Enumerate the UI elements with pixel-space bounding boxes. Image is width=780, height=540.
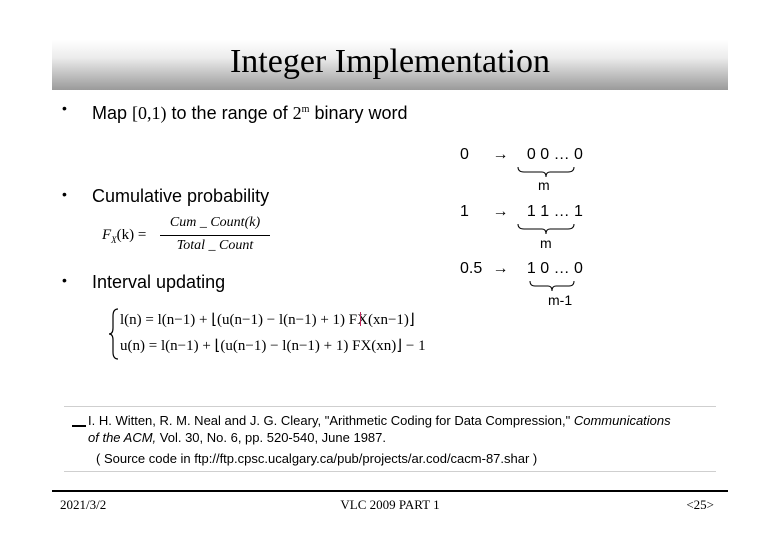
arrow-icon: → bbox=[492, 146, 509, 163]
mapping-count-label: m bbox=[538, 177, 550, 193]
upper-bound-formula: u(n) = l(n−1) + ⌊(u(n−1) − l(n−1) + 1) FX(xn)⌋ − 1 bbox=[120, 338, 426, 354]
bullet-map-mid: to the range of bbox=[171, 103, 288, 123]
footer-rule bbox=[52, 490, 728, 492]
left-brace-icon bbox=[108, 308, 120, 360]
arrow-icon: → bbox=[492, 260, 509, 277]
formula-lhs-sub: X bbox=[111, 235, 117, 245]
bullet-cumulative-probability: Cumulative probability bbox=[92, 186, 270, 206]
upper-bound-equation bbox=[120, 336, 426, 355]
reference-journal-part1: Communications bbox=[573, 413, 671, 428]
arrow-icon: → bbox=[492, 203, 509, 220]
reference-line-1 bbox=[88, 413, 671, 428]
reference-dash bbox=[72, 425, 86, 427]
bullet-map-interval: [0,1) bbox=[132, 103, 167, 123]
bullet-interval-updating: Interval updating bbox=[92, 272, 226, 292]
highlight-mark bbox=[354, 312, 361, 326]
formula-numerator: Cum _ Count(k) bbox=[169, 215, 261, 230]
mapping-row-zero bbox=[460, 146, 583, 164]
mapping-count-label: m bbox=[540, 235, 552, 251]
formula-denominator: Total _ Count bbox=[176, 238, 254, 253]
mapping-from: 1 bbox=[460, 203, 469, 220]
bullet-marker: • bbox=[62, 100, 67, 116]
bullet-marker: • bbox=[62, 186, 67, 202]
formula-lhs bbox=[102, 227, 146, 245]
mapping-to: 1 1 … 1 bbox=[526, 203, 583, 220]
bullet-map-range bbox=[92, 99, 408, 124]
mapping-from: 0 bbox=[460, 146, 469, 163]
formula-lhs-arg: (k) = bbox=[116, 227, 147, 243]
footer-course: VLC 2009 PART 1 bbox=[340, 497, 440, 512]
cumulative-formula bbox=[102, 215, 282, 259]
formula-lhs-f: F bbox=[102, 227, 112, 243]
lower-bound-equation bbox=[120, 310, 415, 329]
slide-title: Integer Implementation bbox=[229, 43, 551, 80]
power-exponent: m bbox=[301, 104, 310, 115]
reference-authors-title: I. H. Witten, R. M. Neal and J. G. Cleary, "Arithmetic Coding for Data Compression," bbox=[88, 413, 571, 428]
footer-date: 2021/3/2 bbox=[60, 497, 107, 512]
underbrace-icon bbox=[516, 222, 576, 236]
mapping-to: 1 0 … 0 bbox=[526, 260, 583, 277]
mapping-row-one bbox=[460, 203, 583, 221]
bullet-map-power bbox=[293, 103, 310, 123]
mapping-from: 0.5 bbox=[460, 260, 483, 277]
fraction-bar bbox=[160, 235, 270, 236]
bullet-map-pre: Map bbox=[92, 103, 128, 123]
footer-page-number: <25> bbox=[686, 497, 714, 512]
mapping-to: 0 0 … 0 bbox=[526, 146, 583, 163]
bullet-map-post: binary word bbox=[314, 103, 408, 123]
power-base: 2 bbox=[292, 103, 302, 123]
reference-volume: Vol. 30, No. 6, pp. 520-540, June 1987. bbox=[159, 430, 387, 445]
bullet-marker: • bbox=[62, 272, 67, 288]
lower-bound-formula: l(n) = l(n−1) + ⌊(u(n−1) − l(n−1) + 1) FX(xn−1)⌋ bbox=[120, 312, 415, 328]
reference-journal-part2: of the ACM, bbox=[88, 430, 157, 445]
underbrace-icon bbox=[528, 279, 576, 293]
reference-source-code: ( Source code in ftp://ftp.cpsc.ucalgary.ca/pub/projects/ar.cod/cacm-87.shar ) bbox=[96, 451, 538, 466]
reference-line-2 bbox=[88, 430, 386, 445]
mapping-row-half bbox=[460, 260, 583, 278]
mapping-count-label: m-1 bbox=[548, 292, 573, 308]
